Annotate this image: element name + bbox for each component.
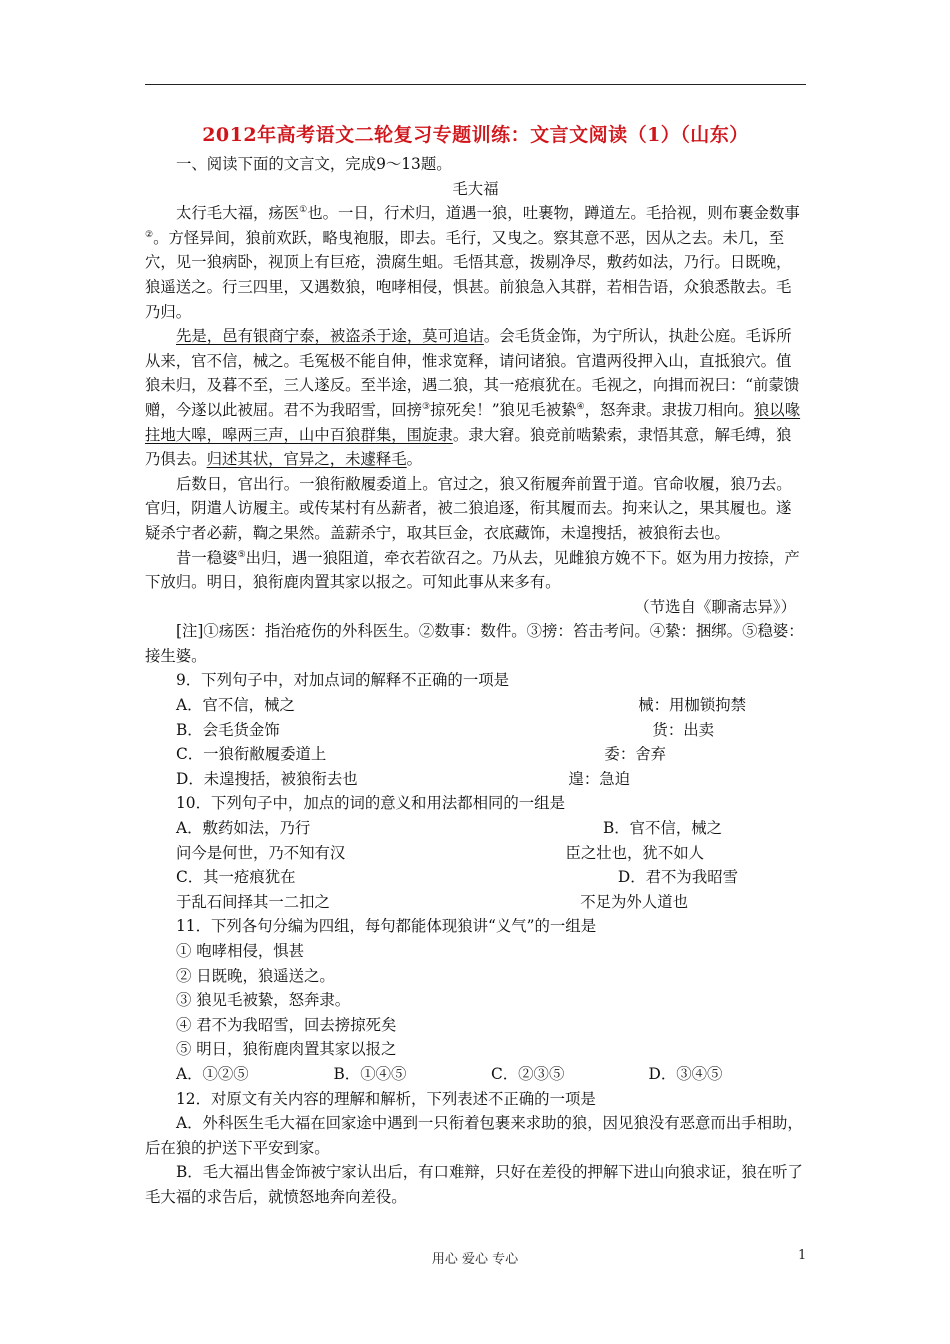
passage-paragraph-2 (145, 324, 806, 472)
option-sentence: C．一狼衔敝履委道上 (176, 745, 327, 764)
underlined-sentence: 归述其状，官异之，未遽释毛 (206, 450, 407, 469)
question-11-item: ① 咆哮相侵，惧甚 (176, 942, 305, 960)
question-11-options (145, 1062, 806, 1087)
option-sentence: A．官不信，械之 (176, 696, 295, 715)
option-explanation: 遑：急迫 (568, 769, 630, 788)
question-11-item: ④ 君不为我昭雪，回去搒掠死矣 (176, 1015, 397, 1034)
question-10-row (145, 865, 806, 890)
option-a: A．①②⑤ (176, 1064, 249, 1083)
option-right: D．君不为我昭雪 (617, 868, 738, 887)
question-9-option (145, 693, 806, 718)
option-sentence: B．会毛货金饰 (176, 720, 280, 739)
option-d: D．③④⑤ (648, 1064, 723, 1083)
option-explanation: 委：舍弃 (604, 745, 666, 764)
footnote-marker: ④ (576, 401, 585, 412)
passage-paragraph-3: 后数日，官出行。一狼衔敝履委道上。官过之，狼又衔履奔前置于道。官命收履，狼乃去。官归，阴遣人访履主。或传某村有丛薪者，被二狼追逐，衔其履而去。拘来认之，果其履也。遂疑杀宁者必薪，鞫之果然。盖薪杀宁，取其巨金，衣底藏饰，未遑搜括，被狼衔去也。 (145, 474, 792, 542)
passage-title: 毛大福 (452, 179, 499, 198)
question-9-option (145, 718, 806, 743)
document-page (145, 118, 806, 1210)
option-right: B．官不信，械之 (602, 819, 722, 838)
text-span: 昔一稳婆 (176, 548, 238, 567)
question-11-item: ③ 狼见毛被絷，怒奔隶。 (176, 991, 351, 1010)
question-11-item: ⑤ 明日，狼衔鹿肉置其家以报之 (176, 1040, 397, 1059)
text-span: 掠死矣！”狼见毛被絷 (430, 400, 577, 419)
underlined-sentence: 先是，邑有银商宁泰，被盗杀于途，莫可追诘 (176, 327, 484, 346)
page-number: 1 (798, 1248, 807, 1263)
document-body (145, 152, 806, 1210)
question-10-row (145, 816, 806, 841)
text-span: 。方怪异间，狼前欢跃，略曳袍服，即去。毛行，又曳之。察其意不恶，因从之去。未几，至穴，见一狼病卧，视顶上有巨疮，溃腐生蛆。毛悟其意，拨剔净尽，敷药如法，乃行。日既晚，狼遥送之。行三四里，又遇数狼，咆哮相侵，惧甚。前狼急入其群，若相告语，众狼悉散去。毛乃归。 (145, 228, 792, 321)
text-span: ，怒奔隶。隶拔刀相向。 (584, 400, 754, 419)
page-footer: 用心 爱心 专心 (431, 1252, 519, 1267)
option-left: C．其一疮痕犹在 (176, 868, 296, 887)
passage-paragraph-1 (145, 201, 806, 324)
header-rule (145, 84, 806, 85)
underlined-sentence: 狼以喙拄地大嗥，嗥两三声，山中百狼群集，围旋隶 (145, 400, 801, 444)
footnote-marker: ① (299, 205, 308, 216)
footnote-marker: ⑤ (237, 549, 246, 560)
option-right: 不足为外人道也 (580, 892, 688, 911)
page-title: 2012年高考语文二轮复习专题训练：文言文阅读（1）（山东） (202, 124, 749, 146)
annotation-note: [注]①疡医：指治疮伤的外科医生。②数事：数件。③搒：笞击考问。④絷：捆绑。⑤稳婆：接生婆。 (145, 622, 804, 665)
text-span: 。隶大窘。狼竞前啮絷索，隶悟其意，解毛缚，狼乃俱去。 (145, 425, 792, 469)
footnote-marker: ② (145, 229, 154, 240)
option-explanation: 械：用枷锁拘禁 (638, 696, 746, 715)
option-c: C．②③⑤ (491, 1064, 565, 1083)
option-explanation: 货：出卖 (652, 720, 714, 739)
question-12-option-a: A．外科医生毛大福在回家途中遇到一只衔着包裹来求助的狼，因见狼没有恶意而出手相助，后在狼的护送下平安到家。 (145, 1114, 803, 1157)
option-left: A．敷药如法，乃行 (176, 819, 311, 838)
text-span: 太行毛大福，疡医 (176, 204, 300, 223)
option-left: 问今是何世，乃不知有汉 (176, 843, 346, 862)
question-12-option-b: B．毛大福出售金饰被宁家认出后，有口难辩，只好在差役的押解下进山向狼求证，狼在听了毛大福的求告后，就愤怒地奔向差役。 (145, 1163, 803, 1206)
source-citation: （节选自《聊斋志异》） (634, 597, 796, 616)
question-10-row (145, 890, 806, 915)
option-left: 于乱石间择其一二扣之 (176, 892, 330, 911)
question-9-stem: 9．下列句子中，对加点词的解释不正确的一项是 (176, 671, 509, 690)
section-heading: 一、阅读下面的文言文，完成9～13题。 (176, 155, 452, 173)
question-10-stem: 10．下列句子中，加点的词的意义和用法都相同的一组是 (176, 794, 565, 813)
passage-paragraph-4 (145, 546, 806, 595)
question-9-option (145, 767, 806, 792)
text-span: 。 (406, 450, 423, 469)
option-sentence: D．未遑搜括，被狼衔去也 (176, 769, 358, 788)
option-b: B．①④⑤ (333, 1064, 407, 1083)
text-span: 出归，遇一狼阻道，牵衣若欲召之。乃从去，见雌狼方娩不下。妪为用力按捺，产下放归。明日，狼衔鹿肉置其家以报之。可知此事从来多有。 (145, 548, 800, 592)
option-right: 臣之壮也，犹不如人 (565, 843, 704, 862)
text-span: 也。一日，行术归，道遇一狼，吐裹物，蹲道左。毛拾视，则布裹金数事 (307, 204, 800, 223)
question-11-stem: 11．下列各句分编为四组，每句都能体现狼讲“义气”的一组是 (176, 917, 597, 936)
question-10-row (145, 841, 806, 866)
question-11-item: ② 日既晚，狼遥送之。 (176, 966, 335, 985)
footnote-marker: ③ (422, 401, 431, 412)
question-12-stem: 12．对原文有关内容的理解和解析，下列表述不正确的一项是 (176, 1089, 596, 1108)
text-span: 。会毛货金饰，为宁所认，执赴公庭。毛诉所从来，官不信，械之。毛冤极不能自伸，惟求宽释，请问诸狼。官遣两役押入山，直抵狼穴。值狼未归，及暮不至，三人遂反。至半途，遇二狼，其一疮痕犹在。毛视之，向揖而祝曰：“前蒙馈赠，今遂以此被屈。君不为我昭雪，回搒 (145, 327, 800, 419)
question-9-option (145, 742, 806, 767)
